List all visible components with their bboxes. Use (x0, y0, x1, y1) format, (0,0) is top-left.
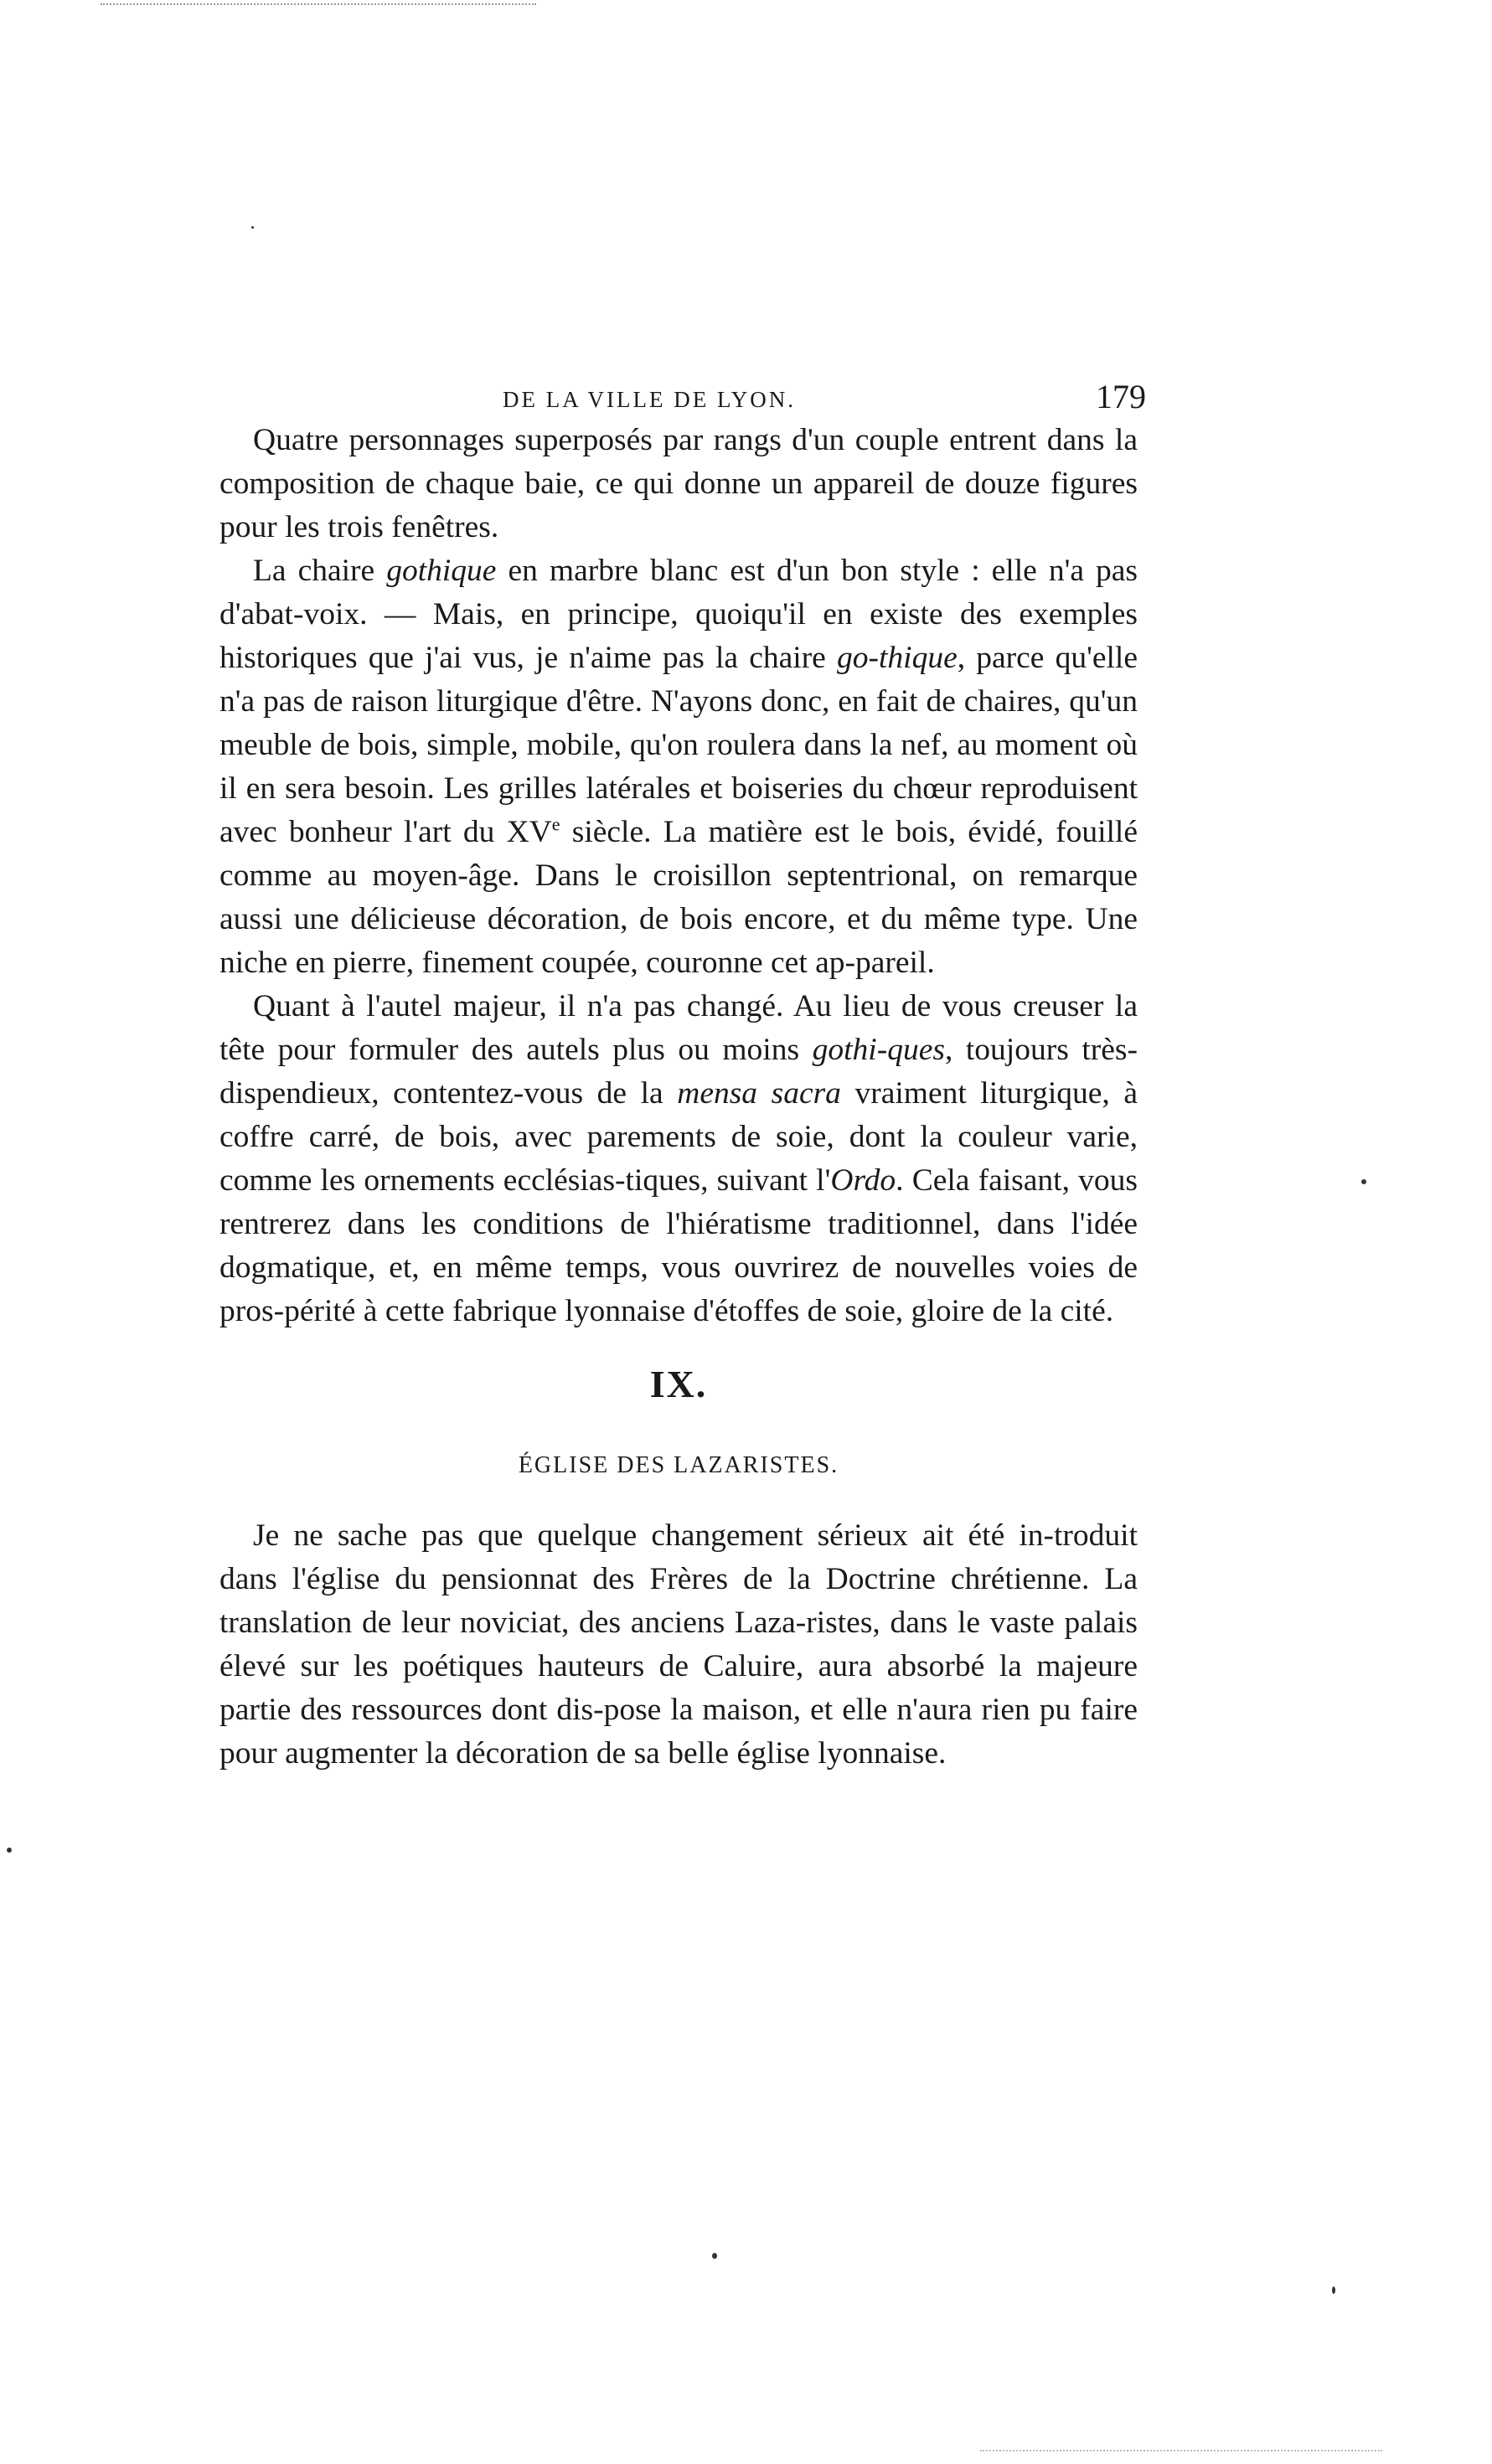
book-page (219, 369, 1146, 1776)
paragraph (219, 1514, 1138, 1776)
running-title: DE LA VILLE DE LYON. (503, 387, 796, 412)
paragraph (219, 419, 1138, 549)
text-run: , parce qu'elle n'a pas de raison liturgique d'être. N'ayons donc, en fait de chaires, qu'un meuble de bois, simple, mobile, qu'on roulera dans la nef, au moment où il en sera besoin. Les grilles latérales et boiseries du chœur reproduisent avec bonheur l'art du XV (219, 641, 1138, 849)
italic-term: Ordo (830, 1163, 896, 1198)
italic-term: mensa sacra (677, 1076, 841, 1111)
body-text (219, 419, 1138, 1333)
scan-edge-noise-bottom (980, 2450, 1382, 2454)
text-run: , toujours très-dispendieux, contentez-vous de la (219, 1033, 1138, 1111)
scan-speck (7, 1848, 12, 1853)
text-run: en marbre blanc est d'un bon style : elle n'a pas d'abat-voix. — Mais, en principe, quoiqu'il en existe des exemples historiques que j'ai vus, je n'aime pas la chaire (219, 554, 1138, 675)
scan-speck (1361, 1179, 1366, 1184)
text-run: siècle. La matière est le bois, évidé, fouillé comme au moyen-âge. Dans le croisillon septentrional, on remarque aussi une délicieuse décoration, de bois encore, et du même type. Une niche en pierre, finement coupée, couronne cet ap-pareil. (219, 815, 1138, 980)
paragraph (219, 549, 1138, 985)
text-run: Quant à l'autel majeur, il n'a pas changé. Au lieu de vous creuser la tête pour formuler des autels plus ou moins (219, 989, 1138, 1067)
text-run: Quatre personnages superposés par rangs d'un couple entrent dans la composition de chaque baie, ce qui donne un appareil de douze figures pour les trois fenêtres. (219, 423, 1138, 544)
italic-term: gothi-ques (812, 1033, 945, 1067)
scan-edge-noise-top (101, 3, 536, 8)
running-head (219, 369, 1146, 419)
italic-term: go-thique (837, 641, 958, 675)
italic-term: gothique (386, 554, 497, 588)
text-run: vraiment liturgique, à coffre carré, de bois, avec parements de soie, dont la couleur varie, comme les ornements ecclésias-tiques, suivant l' (219, 1076, 1138, 1198)
superscript: e (551, 813, 560, 835)
scan-speck (1332, 2286, 1335, 2294)
scan-speck (251, 226, 254, 229)
scan-speck (712, 2253, 717, 2259)
section-number: IX. (649, 1363, 708, 1405)
text-run: Je ne sache pas que quelque changement sérieux ait été in-troduit dans l'église du pensionnat des Frères de la Doctrine chrétienne. La translation de leur noviciat, des anciens Laza-ristes, dans le vaste palais élevé sur les poétiques hauteurs de Caluire, aura absorbé la majeure partie des ressources dont dis-pose la maison, et elle n'aura rien pu faire pour augmenter la décoration de sa belle église lyonnaise. (219, 1518, 1138, 1771)
paragraph (219, 985, 1138, 1333)
page-number: 179 (1096, 378, 1146, 415)
text-run: . Cela faisant, vous rentrerez dans les conditions de l'hiératisme traditionnel, dans l'idée dogmatique, et, en même temps, vous ouvrirez de nouvelles voies de pros-périté à cette fabrique lyonnaise d'étoffes de soie, gloire de la cité. (219, 1163, 1138, 1328)
text-run: La chaire (253, 554, 387, 588)
section-text (219, 1514, 1138, 1776)
section-title: ÉGLISE DES LAZARISTES. (518, 1452, 839, 1478)
